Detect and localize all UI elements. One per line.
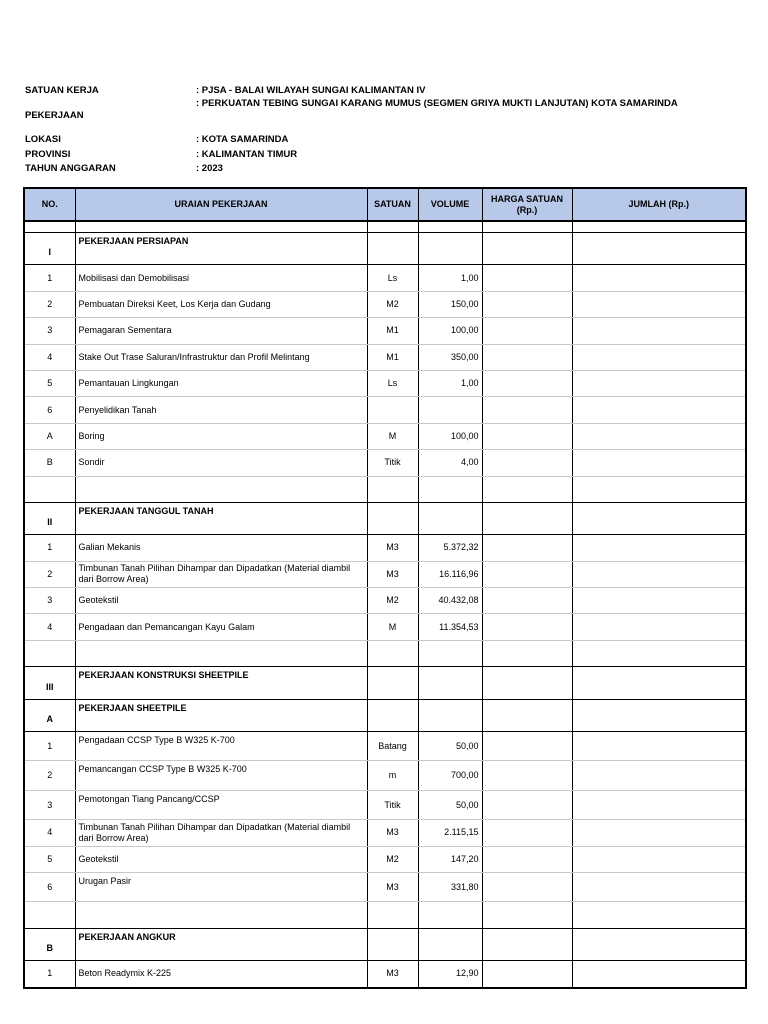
- empty-cell: [572, 221, 746, 233]
- description-cell: PEKERJAAN TANGGUL TANAH: [75, 502, 367, 534]
- volume-cell: [418, 233, 482, 265]
- satuan-cell: [367, 699, 418, 731]
- row-number-cell: 5: [24, 370, 75, 396]
- description-cell: Urugan Pasir: [75, 872, 367, 901]
- harga-satuan-cell: [482, 233, 572, 265]
- pekerjaan-label: PEKERJAAN: [25, 110, 84, 121]
- empty-cell: [572, 476, 746, 502]
- table-row: [24, 820, 746, 846]
- description-cell: Stake Out Trase Saluran/Infrastruktur dan Profil Melintang: [75, 344, 367, 370]
- row-number-cell: 6: [24, 872, 75, 901]
- row-number-cell: 1: [24, 961, 75, 988]
- empty-cell: [418, 476, 482, 502]
- table-row: [24, 344, 746, 370]
- harga-satuan-cell: [482, 344, 572, 370]
- harga-satuan-cell: [482, 761, 572, 790]
- row-number-cell: A: [24, 423, 75, 449]
- table-row: [24, 561, 746, 587]
- harga-satuan-cell: [482, 265, 572, 291]
- volume-cell: 700,00: [418, 761, 482, 790]
- satuan-cell: Titik: [367, 790, 418, 819]
- harga-satuan-cell: [482, 318, 572, 344]
- satuan-kerja-value: : PJSA - BALAI WILAYAH SUNGAI KALIMANTAN IV: [196, 85, 426, 96]
- volume-cell: [418, 699, 482, 731]
- satuan-cell: [367, 502, 418, 534]
- col-header-no: NO.: [24, 188, 75, 221]
- volume-cell: [418, 928, 482, 960]
- table-header-row: [24, 188, 746, 221]
- description-cell: Pemancangan CCSP Type B W325 K-700: [75, 761, 367, 790]
- satuan-cell: M1: [367, 318, 418, 344]
- description-cell: Penyelidikan Tanah: [75, 397, 367, 423]
- description-cell: Galian Mekanis: [75, 535, 367, 561]
- description-cell: Beton Readymix K-225: [75, 961, 367, 988]
- harga-satuan-cell: [482, 820, 572, 846]
- jumlah-cell: [572, 423, 746, 449]
- col-header-harga-line2: (Rp.): [516, 204, 538, 215]
- col-header-harga-line1: HARGA SATUAN: [491, 193, 563, 204]
- satuan-cell: [367, 233, 418, 265]
- empty-cell: [367, 902, 418, 928]
- blank-row: [24, 476, 746, 502]
- row-number-cell: 4: [24, 614, 75, 640]
- row-number-cell: 1: [24, 732, 75, 761]
- satuan-cell: M3: [367, 872, 418, 901]
- description-cell: Pemotongan Tiang Pancang/CCSP: [75, 790, 367, 819]
- volume-cell: 100,00: [418, 423, 482, 449]
- description-cell: PEKERJAAN KONSTRUKSI SHEETPILE: [75, 667, 367, 699]
- section-row: [24, 667, 746, 699]
- row-number-cell: A: [24, 699, 75, 731]
- volume-cell: 5.372,32: [418, 535, 482, 561]
- harga-satuan-cell: [482, 961, 572, 988]
- volume-cell: 2.115,15: [418, 820, 482, 846]
- jumlah-cell: [572, 732, 746, 761]
- table-row: [24, 397, 746, 423]
- description-cell: PEKERJAAN ANGKUR: [75, 928, 367, 960]
- harga-satuan-cell: [482, 588, 572, 614]
- harga-satuan-cell: [482, 370, 572, 396]
- table-body: [24, 221, 746, 988]
- satuan-cell: [367, 667, 418, 699]
- volume-cell: 147,20: [418, 846, 482, 872]
- satuan-cell: [367, 397, 418, 423]
- provinsi-label: PROVINSI: [25, 149, 71, 160]
- row-number-cell: B: [24, 450, 75, 476]
- table-row: [24, 614, 746, 640]
- empty-cell: [418, 221, 482, 233]
- empty-cell: [482, 640, 572, 666]
- jumlah-cell: [572, 344, 746, 370]
- row-number-cell: 4: [24, 344, 75, 370]
- table-row: [24, 588, 746, 614]
- volume-cell: 331,80: [418, 872, 482, 901]
- blank-row: [24, 640, 746, 666]
- row-number-cell: 2: [24, 291, 75, 317]
- empty-cell: [75, 640, 367, 666]
- satuan-cell: M3: [367, 535, 418, 561]
- row-number-cell: 4: [24, 820, 75, 846]
- empty-cell: [572, 902, 746, 928]
- harga-satuan-cell: [482, 423, 572, 449]
- volume-cell: 150,00: [418, 291, 482, 317]
- satuan-cell: M3: [367, 561, 418, 587]
- description-cell: Pengadaan dan Pemancangan Kayu Galam: [75, 614, 367, 640]
- volume-cell: [418, 502, 482, 534]
- harga-satuan-cell: [482, 732, 572, 761]
- table-row: [24, 732, 746, 761]
- empty-cell: [418, 902, 482, 928]
- table-row: [24, 761, 746, 790]
- satuan-cell: M: [367, 423, 418, 449]
- satuan-cell: M3: [367, 820, 418, 846]
- jumlah-cell: [572, 450, 746, 476]
- empty-cell: [24, 902, 75, 928]
- jumlah-cell: [572, 561, 746, 587]
- description-cell: Geotekstil: [75, 846, 367, 872]
- satuan-cell: M2: [367, 291, 418, 317]
- harga-satuan-cell: [482, 790, 572, 819]
- provinsi-value: : KALIMANTAN TIMUR: [196, 149, 298, 160]
- col-header-jumlah: JUMLAH (Rp.): [572, 188, 746, 221]
- col-header-satuan: SATUAN: [367, 188, 418, 221]
- description-cell: Pemantauan Lingkungan: [75, 370, 367, 396]
- harga-satuan-cell: [482, 450, 572, 476]
- jumlah-cell: [572, 370, 746, 396]
- satuan-cell: M2: [367, 588, 418, 614]
- empty-cell: [24, 476, 75, 502]
- volume-cell: 40.432,08: [418, 588, 482, 614]
- harga-satuan-cell: [482, 397, 572, 423]
- row-number-cell: B: [24, 928, 75, 960]
- volume-cell: 11.354,53: [418, 614, 482, 640]
- row-number-cell: 3: [24, 588, 75, 614]
- jumlah-cell: [572, 614, 746, 640]
- satuan-cell: m: [367, 761, 418, 790]
- tahun-anggaran-value: : 2023: [196, 163, 223, 174]
- empty-cell: [367, 640, 418, 666]
- volume-cell: 1,00: [418, 265, 482, 291]
- jumlah-cell: [572, 291, 746, 317]
- satuan-cell: Batang: [367, 732, 418, 761]
- empty-cell: [482, 221, 572, 233]
- jumlah-cell: [572, 699, 746, 731]
- volume-cell: 4,00: [418, 450, 482, 476]
- blank-row: [24, 902, 746, 928]
- volume-cell: 16.116,96: [418, 561, 482, 587]
- table-row: [24, 318, 746, 344]
- pekerjaan-value: : PERKUATAN TEBING SUNGAI KARANG MUMUS (SEGMEN GRIYA MUKTI LANJUTAN) KOTA SAMARINDA: [196, 98, 678, 109]
- section-row: [24, 928, 746, 960]
- row-number-cell: 3: [24, 318, 75, 344]
- section-row: [24, 233, 746, 265]
- row-number-cell: III: [24, 667, 75, 699]
- empty-cell: [75, 902, 367, 928]
- section-row: [24, 502, 746, 534]
- table-row: [24, 370, 746, 396]
- description-cell: PEKERJAAN PERSIAPAN: [75, 233, 367, 265]
- lokasi-value: : KOTA SAMARINDA: [196, 134, 289, 145]
- satuan-kerja-label: SATUAN KERJA: [25, 85, 99, 96]
- harga-satuan-cell: [482, 291, 572, 317]
- satuan-cell: M2: [367, 846, 418, 872]
- jumlah-cell: [572, 667, 746, 699]
- empty-cell: [24, 221, 75, 233]
- volume-cell: [418, 667, 482, 699]
- volume-cell: 100,00: [418, 318, 482, 344]
- empty-cell: [75, 476, 367, 502]
- row-number-cell: 6: [24, 397, 75, 423]
- jumlah-cell: [572, 318, 746, 344]
- harga-satuan-cell: [482, 872, 572, 901]
- satuan-cell: [367, 928, 418, 960]
- volume-cell: 1,00: [418, 370, 482, 396]
- table-row: [24, 450, 746, 476]
- jumlah-cell: [572, 588, 746, 614]
- volume-cell: 50,00: [418, 732, 482, 761]
- empty-cell: [75, 221, 367, 233]
- satuan-cell: Ls: [367, 265, 418, 291]
- jumlah-cell: [572, 265, 746, 291]
- row-number-cell: 5: [24, 846, 75, 872]
- jumlah-cell: [572, 535, 746, 561]
- table-row: [24, 872, 746, 901]
- col-header-volume: VOLUME: [418, 188, 482, 221]
- jumlah-cell: [572, 928, 746, 960]
- bill-of-quantities-table: [23, 187, 747, 989]
- description-cell: Pengadaan CCSP Type B W325 K-700: [75, 732, 367, 761]
- row-number-cell: 1: [24, 265, 75, 291]
- table-row: [24, 961, 746, 988]
- volume-cell: [418, 397, 482, 423]
- table-row: [24, 535, 746, 561]
- description-cell: Timbunan Tanah Pilihan Dihampar dan Dipadatkan (Material diambil dari Borrow Area): [75, 561, 367, 587]
- jumlah-cell: [572, 397, 746, 423]
- table-row: [24, 790, 746, 819]
- row-number-cell: 1: [24, 535, 75, 561]
- spacer-row: [24, 221, 746, 233]
- empty-cell: [482, 902, 572, 928]
- harga-satuan-cell: [482, 502, 572, 534]
- description-cell: Pemagaran Sementara: [75, 318, 367, 344]
- row-number-cell: 3: [24, 790, 75, 819]
- empty-cell: [367, 476, 418, 502]
- jumlah-cell: [572, 961, 746, 988]
- table-row: [24, 423, 746, 449]
- harga-satuan-cell: [482, 699, 572, 731]
- volume-cell: 12,90: [418, 961, 482, 988]
- empty-cell: [482, 476, 572, 502]
- row-number-cell: 2: [24, 761, 75, 790]
- description-cell: Geotekstil: [75, 588, 367, 614]
- satuan-cell: M1: [367, 344, 418, 370]
- table-row: [24, 846, 746, 872]
- harga-satuan-cell: [482, 535, 572, 561]
- jumlah-cell: [572, 761, 746, 790]
- jumlah-cell: [572, 233, 746, 265]
- description-cell: Boring: [75, 423, 367, 449]
- row-number-cell: II: [24, 502, 75, 534]
- jumlah-cell: [572, 872, 746, 901]
- empty-cell: [418, 640, 482, 666]
- empty-cell: [367, 221, 418, 233]
- jumlah-cell: [572, 790, 746, 819]
- harga-satuan-cell: [482, 846, 572, 872]
- table-row: [24, 265, 746, 291]
- harga-satuan-cell: [482, 561, 572, 587]
- harga-satuan-cell: [482, 667, 572, 699]
- satuan-cell: M: [367, 614, 418, 640]
- row-number-cell: I: [24, 233, 75, 265]
- description-cell: Sondir: [75, 450, 367, 476]
- description-cell: Pembuatan Direksi Keet, Los Kerja dan Gudang: [75, 291, 367, 317]
- pekerjaan-value-row: [25, 97, 745, 111]
- jumlah-cell: [572, 846, 746, 872]
- satuan-cell: M3: [367, 961, 418, 988]
- description-cell: Mobilisasi dan Demobilisasi: [75, 265, 367, 291]
- empty-cell: [572, 640, 746, 666]
- jumlah-cell: [572, 820, 746, 846]
- satuan-cell: Ls: [367, 370, 418, 396]
- harga-satuan-cell: [482, 614, 572, 640]
- volume-cell: 50,00: [418, 790, 482, 819]
- tahun-anggaran-label: TAHUN ANGGARAN: [25, 163, 116, 174]
- volume-cell: 350,00: [418, 344, 482, 370]
- jumlah-cell: [572, 502, 746, 534]
- empty-cell: [24, 640, 75, 666]
- table-row: [24, 291, 746, 317]
- lokasi-label: LOKASI: [25, 134, 61, 145]
- description-cell: Timbunan Tanah Pilihan Dihampar dan Dipadatkan (Material diambil dari Borrow Area): [75, 820, 367, 846]
- col-header-harga-satuan: [482, 188, 572, 221]
- harga-satuan-cell: [482, 928, 572, 960]
- satuan-cell: Titik: [367, 450, 418, 476]
- row-number-cell: 2: [24, 561, 75, 587]
- description-cell: PEKERJAAN SHEETPILE: [75, 699, 367, 731]
- col-header-uraian: URAIAN PEKERJAAN: [75, 188, 367, 221]
- section-row: [24, 699, 746, 731]
